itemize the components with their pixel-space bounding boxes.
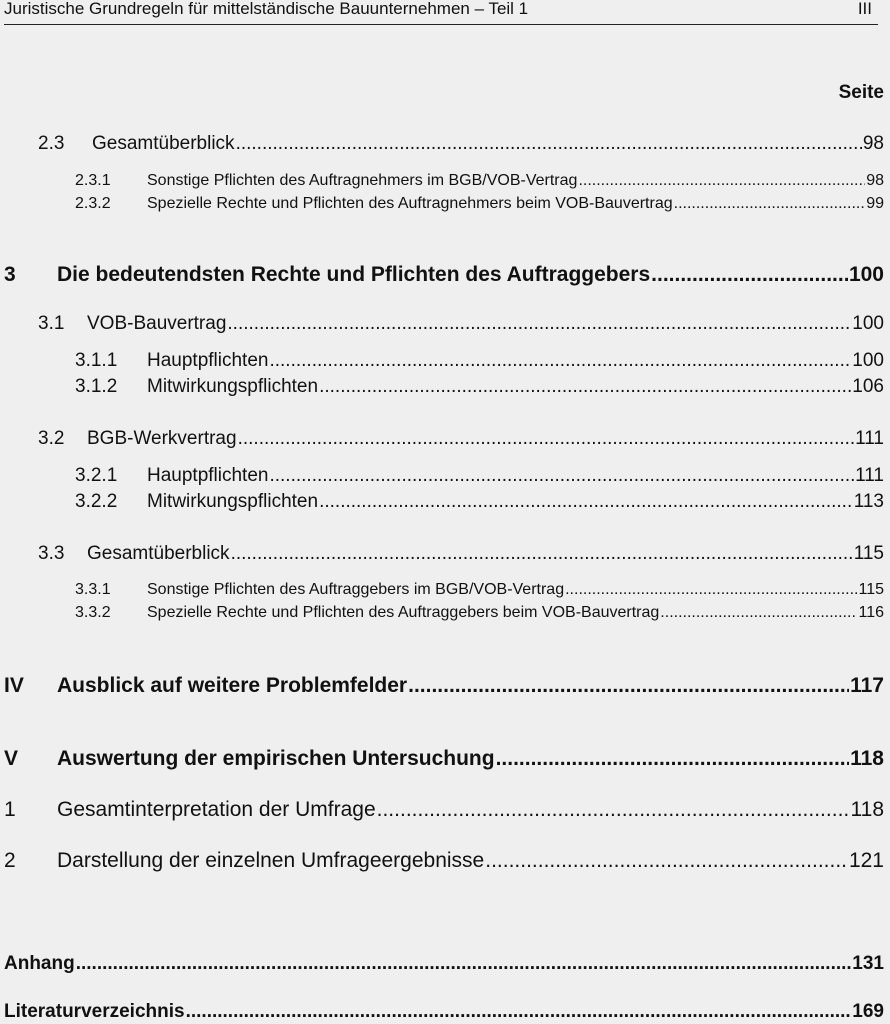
toc-entry[interactable]: [75, 581, 884, 599]
toc-entry[interactable]: [38, 428, 884, 450]
toc-leader: [578, 172, 865, 190]
toc-leader: [238, 428, 855, 450]
toc-page: 169: [852, 1001, 884, 1022]
toc-entry[interactable]: [38, 133, 884, 155]
toc-entry[interactable]: [75, 465, 884, 487]
toc-leader: [408, 674, 849, 698]
toc-label: Auswertung der empirischen Untersuchung: [57, 747, 495, 770]
toc-number: 3.1: [38, 313, 65, 334]
toc-number: 2.3: [38, 133, 65, 154]
toc-page: 115: [858, 581, 884, 598]
toc-label: Die bedeutendsten Rechte und Pflichten des Auftraggebers: [57, 263, 651, 286]
toc-leader: [227, 313, 851, 335]
page-column-heading: Seite: [838, 82, 884, 103]
toc-entry[interactable]: [75, 604, 884, 622]
toc-entry[interactable]: [4, 798, 884, 822]
toc-entry[interactable]: [75, 195, 884, 213]
toc-number: 2.3.2: [75, 195, 111, 212]
toc-page: 121: [848, 849, 884, 872]
toc-leader: [319, 376, 851, 398]
toc-leader: [674, 195, 866, 213]
toc-leader: [485, 849, 848, 873]
toc-leader: [660, 604, 857, 622]
toc-number: 3: [4, 263, 16, 286]
toc-label: Mitwirkungspflichten: [147, 376, 319, 397]
toc-page: 100: [852, 350, 884, 371]
toc-leader: [236, 133, 862, 155]
toc-page: 118: [850, 747, 884, 770]
toc-page: 113: [853, 491, 884, 512]
toc-label: Sonstige Pflichten des Auftraggebers im BGB/VOB-Vertrag: [147, 581, 565, 598]
toc-label: Sonstige Pflichten des Auftragnehmers im BGB/VOB-Vertrag: [147, 172, 578, 189]
toc-label: Gesamtinterpretation der Umfrage: [57, 798, 376, 821]
toc-entry[interactable]: [75, 350, 884, 372]
toc-page: 111: [855, 428, 884, 449]
toc-number: 2: [4, 849, 16, 872]
toc-page: 118: [850, 798, 884, 821]
toc-label: Hauptpflichten: [147, 350, 269, 371]
toc-entry[interactable]: [4, 849, 884, 873]
document-title: Juristische Grundregeln für mittelständische Bauunternehmen – Teil 1: [4, 0, 529, 18]
toc-leader: [269, 465, 854, 487]
toc-leader: [319, 491, 853, 513]
toc-number: V: [4, 747, 19, 770]
toc-number: IV: [4, 674, 24, 697]
toc-entry[interactable]: [4, 747, 884, 771]
toc-entry[interactable]: [75, 172, 884, 190]
toc-label: BGB-Werkvertrag: [87, 428, 237, 449]
toc-number: 3.1.1: [75, 350, 118, 371]
toc-entry[interactable]: [38, 313, 884, 335]
toc-page: 100: [852, 313, 884, 334]
toc-label: Darstellung der einzelnen Umfrageergebnisse: [57, 849, 485, 872]
toc-leader: [377, 798, 850, 822]
toc-entry[interactable]: [38, 543, 884, 565]
toc-label: Spezielle Rechte und Pflichten des Auftragnehmers beim VOB-Bauvertrag: [147, 195, 673, 212]
toc-entry[interactable]: [4, 1001, 884, 1023]
toc-label: Hauptpflichten: [147, 465, 269, 486]
toc-label: Literaturverzeichnis: [4, 1001, 185, 1022]
toc-page: 131: [852, 953, 884, 974]
toc-number: 3.1.2: [75, 376, 118, 397]
toc-label: Gesamtüberblick: [87, 543, 230, 564]
toc-label: Gesamtüberblick: [92, 133, 235, 154]
toc-page: 116: [858, 604, 884, 621]
toc-leader: [76, 953, 852, 975]
toc-label: VOB-Bauvertrag: [87, 313, 227, 334]
toc-entry[interactable]: [4, 953, 884, 975]
toc-page: 98: [862, 133, 884, 154]
toc-number: 2.3.1: [75, 172, 111, 189]
toc-label: Spezielle Rechte und Pflichten des Auftraggebers beim VOB-Bauvertrag: [147, 604, 660, 621]
toc-leader: [269, 350, 851, 372]
toc-number: 3.2: [38, 428, 65, 449]
toc-page: 111: [855, 465, 884, 486]
toc-number: 3.2.2: [75, 491, 118, 512]
toc-number: 3.2.1: [75, 465, 118, 486]
header-page-number: III: [857, 0, 872, 18]
toc-entry[interactable]: [75, 376, 884, 398]
toc-page: 115: [853, 543, 884, 564]
toc-page: 99: [866, 195, 884, 212]
toc-label: Anhang: [4, 953, 75, 974]
toc-label: Ausblick auf weitere Problemfelder: [57, 674, 408, 697]
toc-number: 3.3.1: [75, 581, 111, 598]
toc-page: 98: [866, 172, 884, 189]
toc-entry[interactable]: [4, 263, 884, 287]
toc-entry[interactable]: [4, 674, 884, 698]
toc-number: 3.3: [38, 543, 65, 564]
toc-leader: [651, 263, 848, 287]
toc-leader: [231, 543, 853, 565]
toc-page: 100: [848, 263, 884, 286]
toc-number: 1: [4, 798, 16, 821]
toc-label: Mitwirkungspflichten: [147, 491, 319, 512]
toc-leader: [186, 1001, 852, 1023]
toc-leader: [565, 581, 857, 599]
toc-page: 117: [850, 674, 884, 697]
toc-page: 106: [852, 376, 884, 397]
toc-number: 3.3.2: [75, 604, 111, 621]
toc-entry[interactable]: [75, 491, 884, 513]
running-header: [4, 0, 878, 25]
toc-leader: [496, 747, 850, 771]
